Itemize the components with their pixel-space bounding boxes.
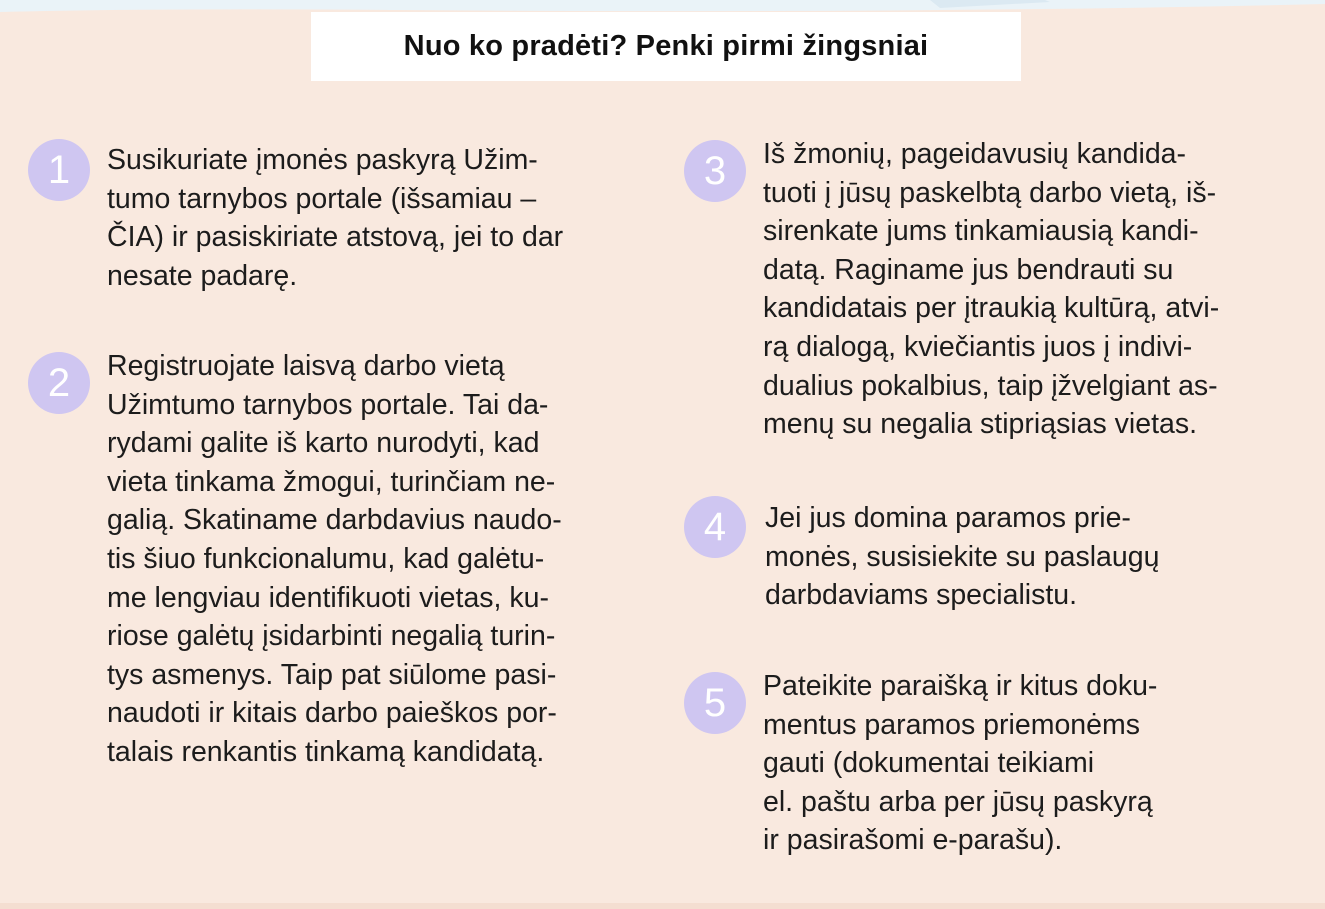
step-number-badge: 5	[684, 672, 746, 734]
step-number-badge: 4	[684, 496, 746, 558]
step-text: Susikuriate įmonės paskyrą Užim- tumo tarnybos portale (išsamiau – ČIA) ir pasiskiriate atstovą, jei to dar nesate padarę.	[107, 144, 564, 292]
step-text: Jei jus domina paramos prie- monės, susisiekite su paslaugų darbdaviams specialistu.	[765, 502, 1160, 612]
title-banner	[311, 12, 1021, 81]
step-number-badge: 1	[28, 139, 90, 201]
step-number-badge: 3	[684, 140, 746, 202]
step-number-badge: 2	[28, 352, 90, 414]
bottom-edge	[0, 903, 1325, 909]
step-text: Pateikite paraišką ir kitus doku- mentus paramos priemonėms gauti (dokumentai teikiami el. paštu arba per jūsų paskyrą ir pasirašomi e-parašu).	[763, 670, 1158, 857]
step-text: Iš žmonių, pageidavusių kandida- tuoti į jūsų paskelbtą darbo vietą, iš- sirenkate jums tinkamiausią kandi- datą. Raginame jus bendrauti su kandidatais per įtraukią kultūrą, atvi- rą dialogą, kviečiantis juos į indivi- dualius pokalbius, taip įžvelgiant as- menų su negalia stipriąsias vietas.	[763, 138, 1220, 441]
step-text: Registruojate laisvą darbo vietą Užimtumo tarnybos portale. Tai da- rydami galite iš karto nurodyti, kad vieta tinkama žmogui, turinčiam ne- galią. Skatiname darbdavius naudo- tis šiuo funkcionalumu, kad galėtu- me lengviau identifikuoti vietas, ku- riose galėtų įsidarbinti negalią turin- tys asmenys. Taip pat siūlome pasi- naudoti ir kitais darbo paieškos por- talais renkantis tinkamą kandidatą.	[107, 350, 562, 768]
page-title: Nuo ko pradėti? Penki pirmi žingsniai	[403, 30, 929, 62]
